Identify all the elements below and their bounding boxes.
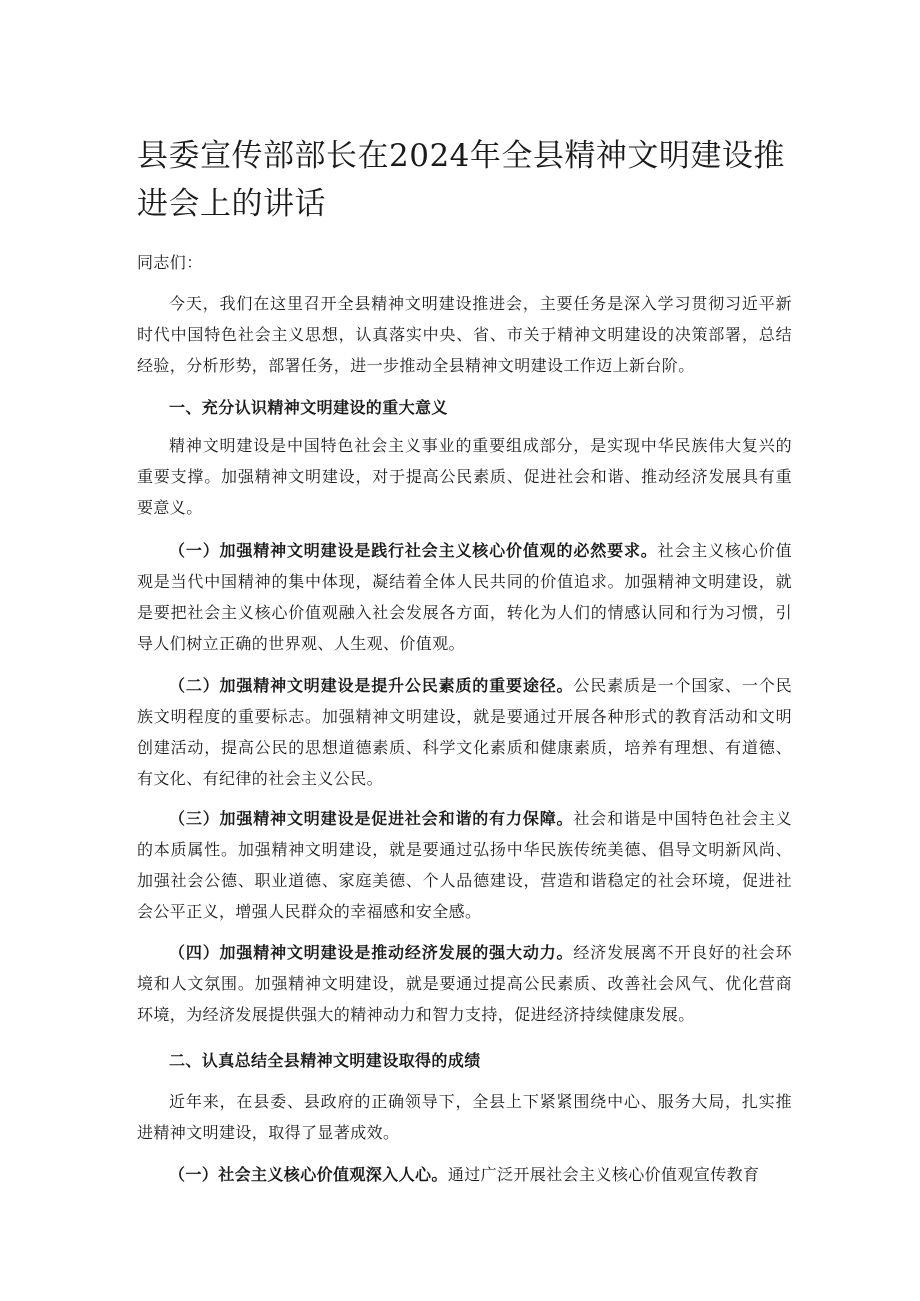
item-2-text: 公民素质是一个国家、一个民族文明程度的重要标志。加强精神文明建设，就是要通过开展各种形式的教育活动和文明创建活动，提高公民的思想道德素质、科学文化素质和健康素质，培养有理想、有道德、有文化、有纪律的社会主义公民。 — [137, 676, 793, 788]
section-2-item-1-text: 通过广泛开展社会主义核心价值观宣传教育 — [447, 1165, 760, 1184]
item-4-bold-lead: （四）加强精神文明建设是推动经济发展的强大动力。 — [169, 943, 574, 962]
section-2-lead-paragraph: 近年来，在县委、县政府的正确领导下，全县上下紧紧围绕中心、服务大局，扎实推进精神文明建设，取得了显著成效。 — [137, 1092, 792, 1142]
section-1-item-4 — [137, 937, 792, 1030]
item-4-text: 经济发展离不开良好的社会环境和人文氛围。加强精神文明建设，就是要通过提高公民素质、改善社会风气、优化营商环境，为经济发展提供强大的精神动力和智力支持，促进经济持续健康发展。 — [137, 943, 793, 1024]
item-1-text: 社会主义核心价值观是当代中国精神的集中体现，凝结着全体人民共同的价值追求。加强精神文明建设，就是要把社会主义核心价值观融入社会发展各方面，转化为人们的情感认同和行为习惯，引导人们树立正确的世界观、人生观、价值观。 — [137, 541, 792, 653]
section-1-lead-paragraph: 精神文明建设是中国特色社会主义事业的重要组成部分，是实现中华民族伟大复兴的重要支撑。加强精神文明建设，对于提高公民素质、促进社会和谐、推动经济发展具有重要意义。 — [137, 436, 792, 517]
section-2-heading: 二、认真总结全县精神文明建设取得的成绩 — [169, 1051, 481, 1070]
item-1-bold-lead: （一）加强精神文明建设是践行社会主义核心价值观的必然要求。 — [169, 541, 658, 560]
section-1-item-2 — [137, 670, 792, 794]
item-3-text: 社会和谐是中国特色社会主义的本质属性。加强精神文明建设，就是要通过弘扬中华民族传统美德、倡导文明新风尚、加强社会公德、职业道德、家庭美德、个人品德建设，营造和谐稳定的社会环境，促进社会公平正义，增强人民群众的幸福感和安全感。 — [137, 809, 793, 921]
section-1-item-3 — [137, 803, 792, 927]
section-1-heading: 一、充分认识精神文明建设的重大意义 — [169, 398, 448, 417]
section-2-item-1 — [137, 1159, 792, 1190]
item-3-bold-lead: （三）加强精神文明建设是促进社会和谐的有力保障。 — [169, 809, 574, 828]
item-2-bold-lead: （二）加强精神文明建设是提升公民素质的重要途径。 — [169, 676, 574, 695]
section-1-item-1 — [137, 535, 792, 659]
document-title: 县委宣传部部长在2024年全县精神文明建设推进会上的讲话 — [137, 138, 785, 222]
section-2-item-1-bold-lead: （一）社会主义核心价值观深入人心。 — [169, 1165, 448, 1184]
salutation: 同志们： — [137, 253, 203, 272]
intro-paragraph: 今天，我们在这里召开全县精神文明建设推进会，主要任务是深入学习贯彻习近平新时代中国特色社会主义思想，认真落实中央、省、市关于精神文明建设的决策部署，总结经验，分析形势，部署任务，进一步推动全县精神文明建设工作迈上新台阶。 — [137, 294, 792, 375]
